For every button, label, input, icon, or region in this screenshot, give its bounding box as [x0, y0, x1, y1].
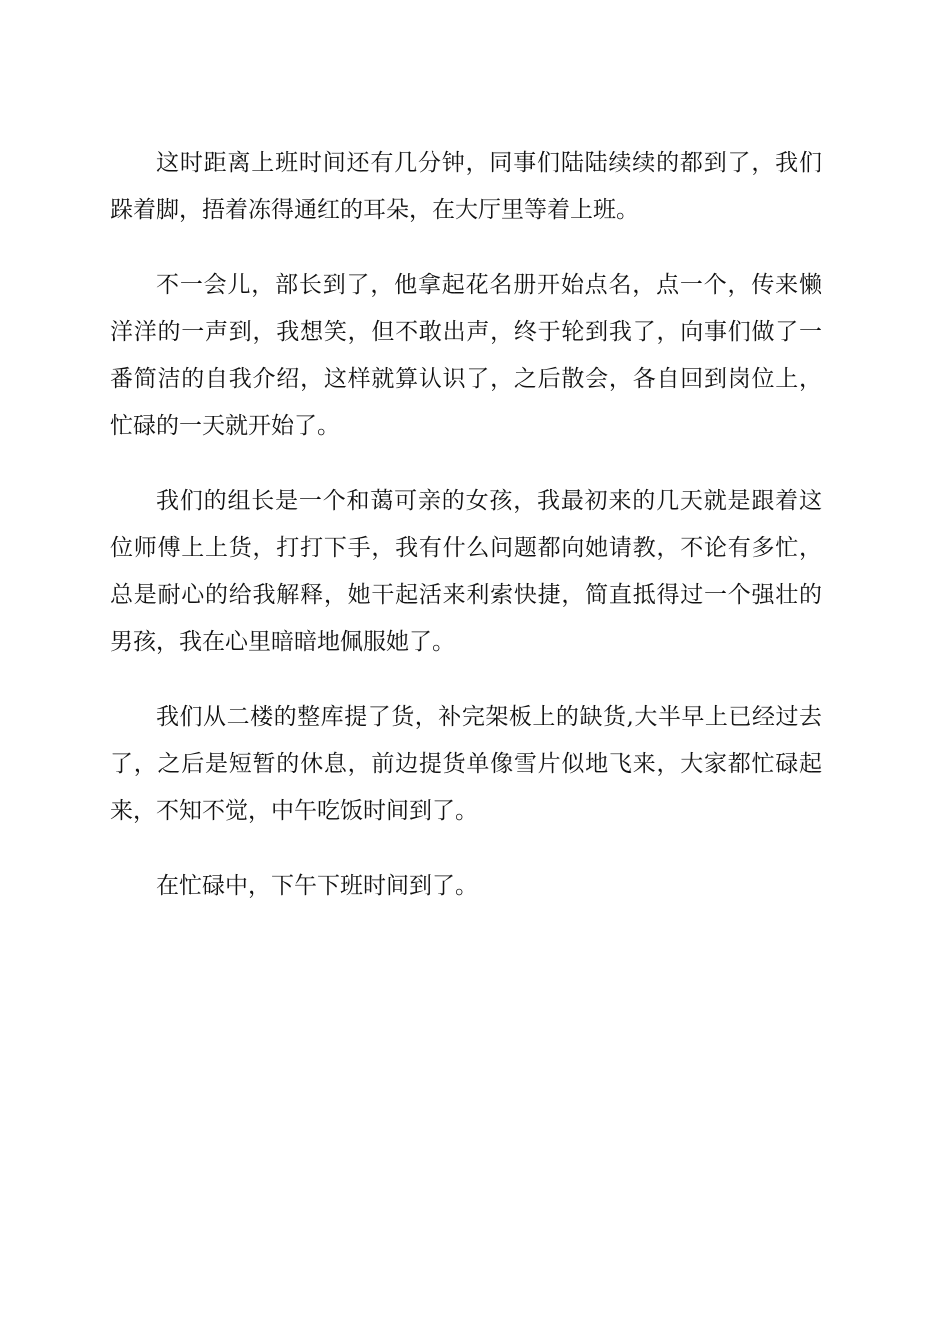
document-body [110, 140, 822, 910]
paragraph-5: 在忙碌中，下午下班时间到了。 [156, 873, 478, 899]
paragraph-3: 我们的组长是一个和蔼可亲的女孩，我最初来的几天就是跟着这位师傅上上货，打打下手，我有什么问题都向她请教，不论有多忙，总是耐心的给我解释，她干起活来利索快捷，简直抵得过一个强壮的男孩，我在心里暗暗地佩服她了。 [110, 488, 822, 655]
paragraph-2: 不一会儿，部长到了，他拿起花名册开始点名，点一个，传来懒洋洋的一声到，我想笑，但不敢出声，终于轮到我了，向事们做了一番简洁的自我介绍，这样就算认识了，之后散会，各自回到岗位上，忙碌的一天就开始了。 [110, 272, 822, 439]
paragraph-1: 这时距离上班时间还有几分钟，同事们陆陆续续的都到了，我们跺着脚，捂着冻得通红的耳朵，在大厅里等着上班。 [110, 150, 822, 223]
paragraph-4: 我们从二楼的整库提了货，补完架板上的缺货,大半早上已经过去了，之后是短暂的休息，前边提货单像雪片似地飞来，大家都忙碌起来，不知不觉，中午吃饭时间到了。 [110, 704, 822, 824]
